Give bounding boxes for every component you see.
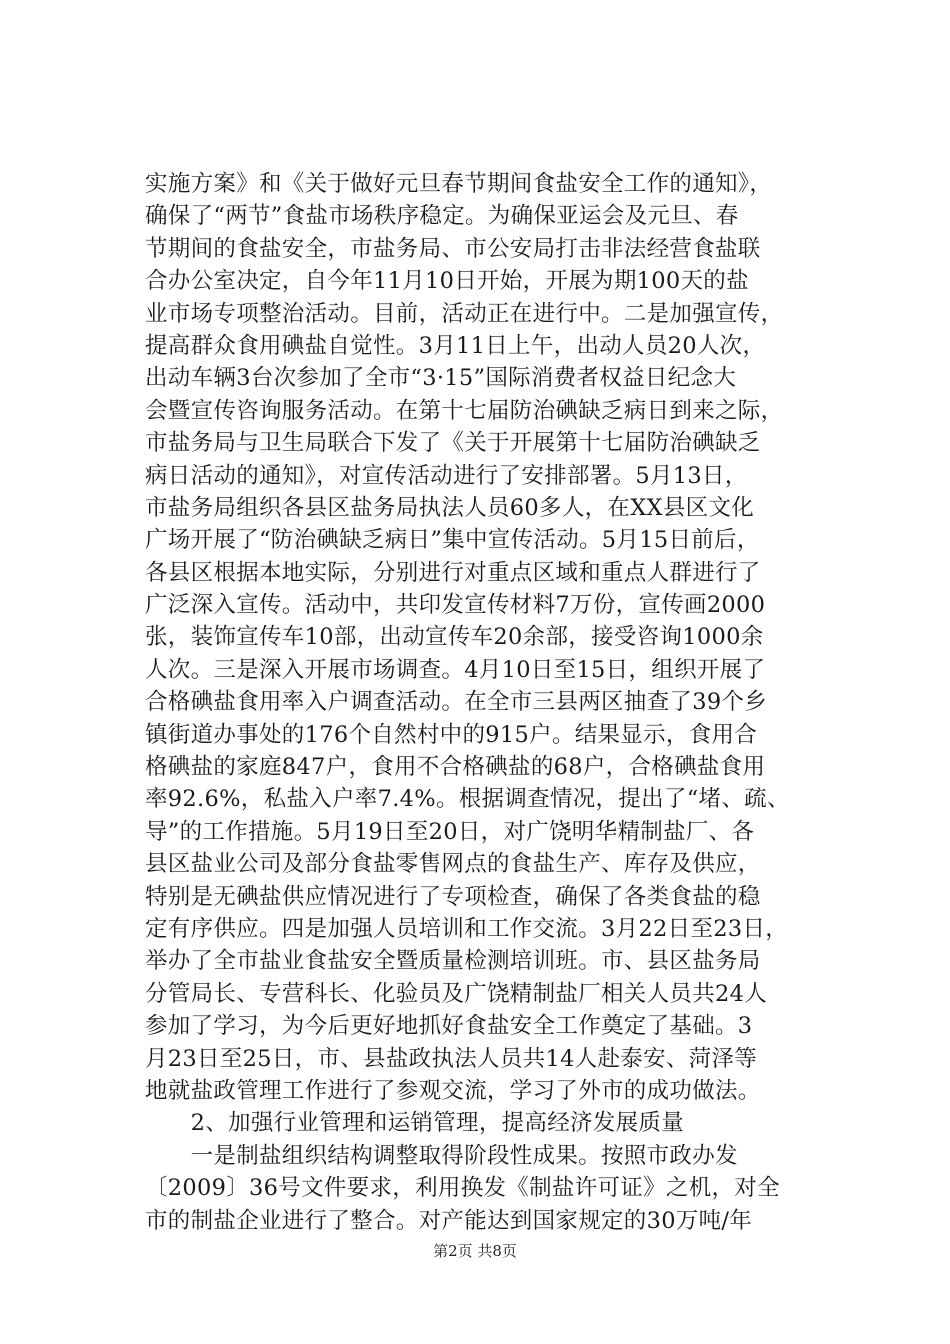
text-line: 市的制盐企业进行了整合。对产能达到国家规定的30万吨/年 [145, 1207, 753, 1234]
text-line: 率92.6%，私盐入户率7.4%。根据调查情况，提出了“堵、疏、 [145, 786, 790, 813]
text-line: 提高群众食用碘盐自觉性。3月11日上午，出动人员20人次， [145, 332, 766, 359]
body-text [145, 168, 835, 1237]
text-line: 病日活动的通知》，对宣传活动进行了安排部署。5月13日， [145, 462, 748, 489]
text-line: 2、加强行业管理和运销管理，提高经济发展质量 [145, 1110, 685, 1137]
text-line: 导”的工作措施。5月19日至20日，对广饶明华精制盐厂、各 [145, 818, 755, 845]
text-line: 业市场专项整治活动。目前，活动正在进行中。二是加强宣传， [145, 300, 784, 327]
text-line: 确保了“两节”食盐市场秩序稳定。为确保亚运会及元旦、春 [145, 203, 739, 230]
text-line: 市盐务局组织各县区盐务局执法人员60多人，在XX县区文化 [145, 494, 755, 521]
text-line: 参加了学习，为今后更好地抓好食盐安全工作奠定了基础。3 [145, 1013, 753, 1040]
text-line: 一是制盐组织结构调整取得阶段性成果。按照市政办发 [145, 1142, 738, 1169]
text-line: 广场开展了“防治碘缺乏病日”集中宣传活动。5月15日前后， [145, 527, 760, 554]
text-line: 格碘盐的家庭847户，食用不合格碘盐的68户，合格碘盐食用 [145, 754, 766, 781]
text-line: 实施方案》和《关于做好元旦春节期间食盐安全工作的通知》， [145, 171, 773, 197]
text-line: 合格碘盐食用率入户调查活动。在全市三县两区抽查了39个乡 [145, 689, 768, 716]
text-line: 县区盐业公司及部分食盐零售网点的食盐生产、库存及供应， [145, 851, 761, 878]
text-line: 节期间的食盐安全，市盐务局、市公安局打击非法经营食盐联 [145, 235, 761, 262]
text-line: 地就盐政管理工作进行了参观交流，学习了外市的成功做法。 [145, 1077, 761, 1104]
text-line: 广泛深入宣传。活动中，共印发宣传材料7万份，宣传画2000 [145, 592, 766, 619]
text-line: 张，装饰宣传车10部，出动宣传车20余部，接受咨询1000余 [145, 624, 764, 651]
text-line: 出动车辆3台次参加了全市“3·15”国际消费者权益日纪念大 [145, 365, 737, 392]
text-line: 特别是无碘盐供应情况进行了专项检查，确保了各类食盐的稳 [145, 883, 761, 910]
text-line: 举办了全市盐业食盐安全暨质量检测培训班。市、县区盐务局 [145, 948, 761, 975]
text-line: 市盐务局与卫生局联合下发了《关于开展第十七届防治碘缺乏 [145, 430, 761, 457]
text-line: 合办公室决定，自今年11月10日开始，开展为期100天的盐 [145, 268, 749, 295]
text-line: 定有序供应。四是加强人员培训和工作交流。3月22日至23日， [145, 915, 789, 942]
text-line: 人次。三是深入开展市场调查。4月10日至15日，组织开展了 [145, 656, 766, 683]
text-line: 会暨宣传咨询服务活动。在第十七届防治碘缺乏病日到来之际， [145, 397, 784, 424]
text-line: 各县区根据本地实际，分别进行对重点区域和重点人群进行了 [145, 559, 761, 586]
text-line: 镇街道办事处的176个自然村中的915户。结果显示，食用合 [145, 721, 758, 748]
text-line: 分管局长、专营科长、化验员及广饶精制盐厂相关人员共24人 [145, 980, 768, 1007]
page-footer: 第2页 共8页 [433, 1242, 517, 1260]
text-line: 月23日至25日，市、县盐政执法人员共14人赴泰安、菏泽等 [145, 1045, 758, 1072]
text-line: 〔2009〕36号文件要求，利用换发《制盐许可证》之机，对全 [145, 1175, 780, 1202]
